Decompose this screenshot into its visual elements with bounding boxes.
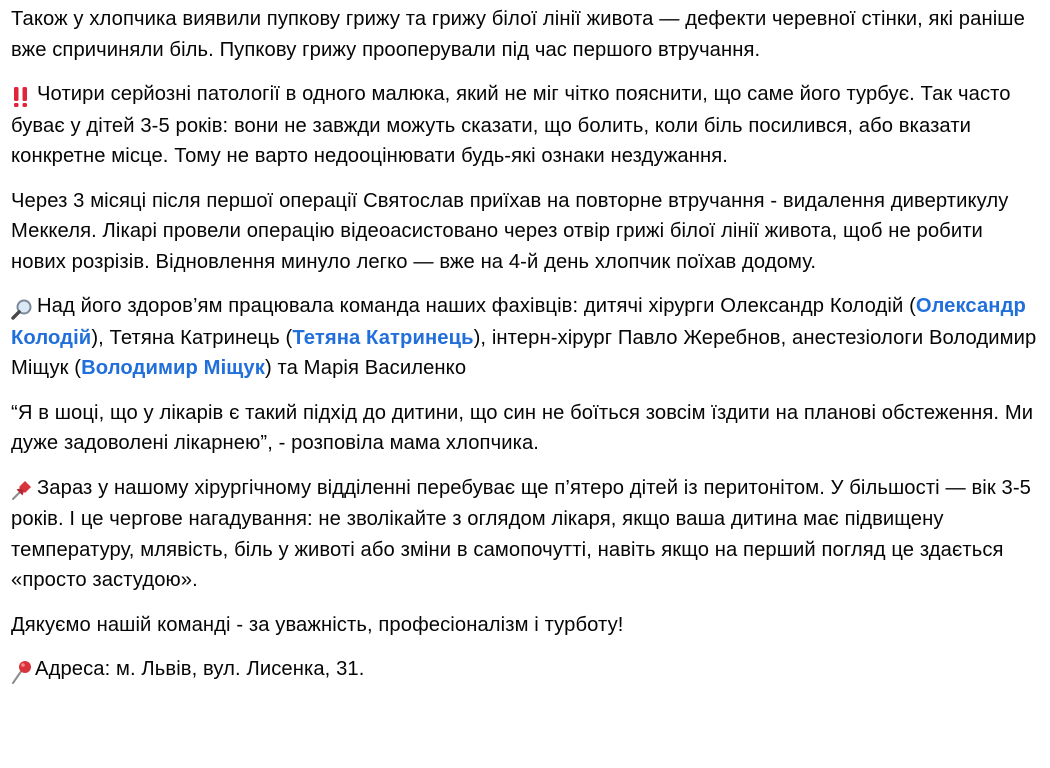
post-paragraph-team xyxy=(11,291,1042,384)
paragraph-text: Адреса: м. Львів, вул. Лисенка, 31. xyxy=(35,658,365,680)
paragraph-text: “Я в шоці, що у лікарів є такий підхід до дитини, що син не боїться зовсім їздити на планові обстеження. Ми дуже задоволені лікарнею”, - розповіла мама хлопчика. xyxy=(11,401,1034,454)
post-paragraph-thanks xyxy=(11,610,1042,641)
paragraph-text: Чотири серйозні патології в одного малюка, який не міг чітко пояснити, що саме його турбує. Так часто буває у дітей 3-5 років: вони не завжди можуть сказати, що болить, коли біль посилився, або вказати конкретне місце. Тому не варто недооцінювати будь-які ознаки нездужання. xyxy=(11,83,1011,167)
mention-link-katrynets[interactable]: Тетяна Катринець xyxy=(292,326,474,349)
round-pushpin-icon xyxy=(11,655,35,686)
paragraph-text: ) та Марія Василенко xyxy=(264,357,467,379)
post-paragraph-second-surgery xyxy=(11,186,1042,278)
post-paragraph-pathologies xyxy=(11,79,1042,172)
mention-link-mishchuk[interactable]: Володимир Міщук xyxy=(81,357,265,379)
paragraph-text: Зараз у нашому хірургічному відділенні перебуває ще п’ятеро дітей із перитонітом. У більшості — вік 3-5 років. І це чергове нагадування: не зволікайте з оглядом лікаря, якщо ваша дитина має підвищену температуру, млявість, біль у животі або зміни в самопочутті, навіть якщо на перший погляд це здається «просто застудою». xyxy=(11,476,1031,591)
paragraph-text: Також у хлопчика виявили пупкову грижу та грижу білої лінії живота — дефекти черевної стінки, які раніше вже спричиняли біль. Пупкову грижу прооперували під час першого втручання. xyxy=(11,8,1025,61)
paragraph-text: ), інтерн-хірург Павло Жеребнов, анестезіологи Володимир Міщук ( xyxy=(11,326,1037,379)
paragraph-text: ), Тетяна Катринець ( xyxy=(91,326,293,349)
pushpin-icon xyxy=(11,474,37,505)
post-paragraph-hernia xyxy=(11,4,1042,65)
paragraph-text: Над його здоров’ям працювала команда наших фахівців: дитячі хірурги Олександр Колодій ( xyxy=(37,295,916,317)
post-paragraph-peritonitis xyxy=(11,473,1042,596)
mention-link-kolodii[interactable]: Олександр Колодій xyxy=(11,295,1026,349)
paragraph-text: Через 3 місяці після першої операції Святослав приїхав на повторне втручання - видалення дивертикулу Меккеля. Лікарі провели операцію відеоасистовано через отвір грижі білої лінії живота, щоб не робити нових розрізів. Відновлення минуло легко — вже на 4-й день хлопчик поїхав додому. xyxy=(11,189,1009,273)
post-paragraph-address xyxy=(11,654,1042,686)
post-paragraph-quote xyxy=(11,398,1042,459)
double-exclamation-icon xyxy=(11,80,37,111)
paragraph-text: Дякуємо нашій команді - за уважність, професіоналізм і турботу! xyxy=(11,613,624,636)
magnifying-glass-icon xyxy=(11,292,37,323)
